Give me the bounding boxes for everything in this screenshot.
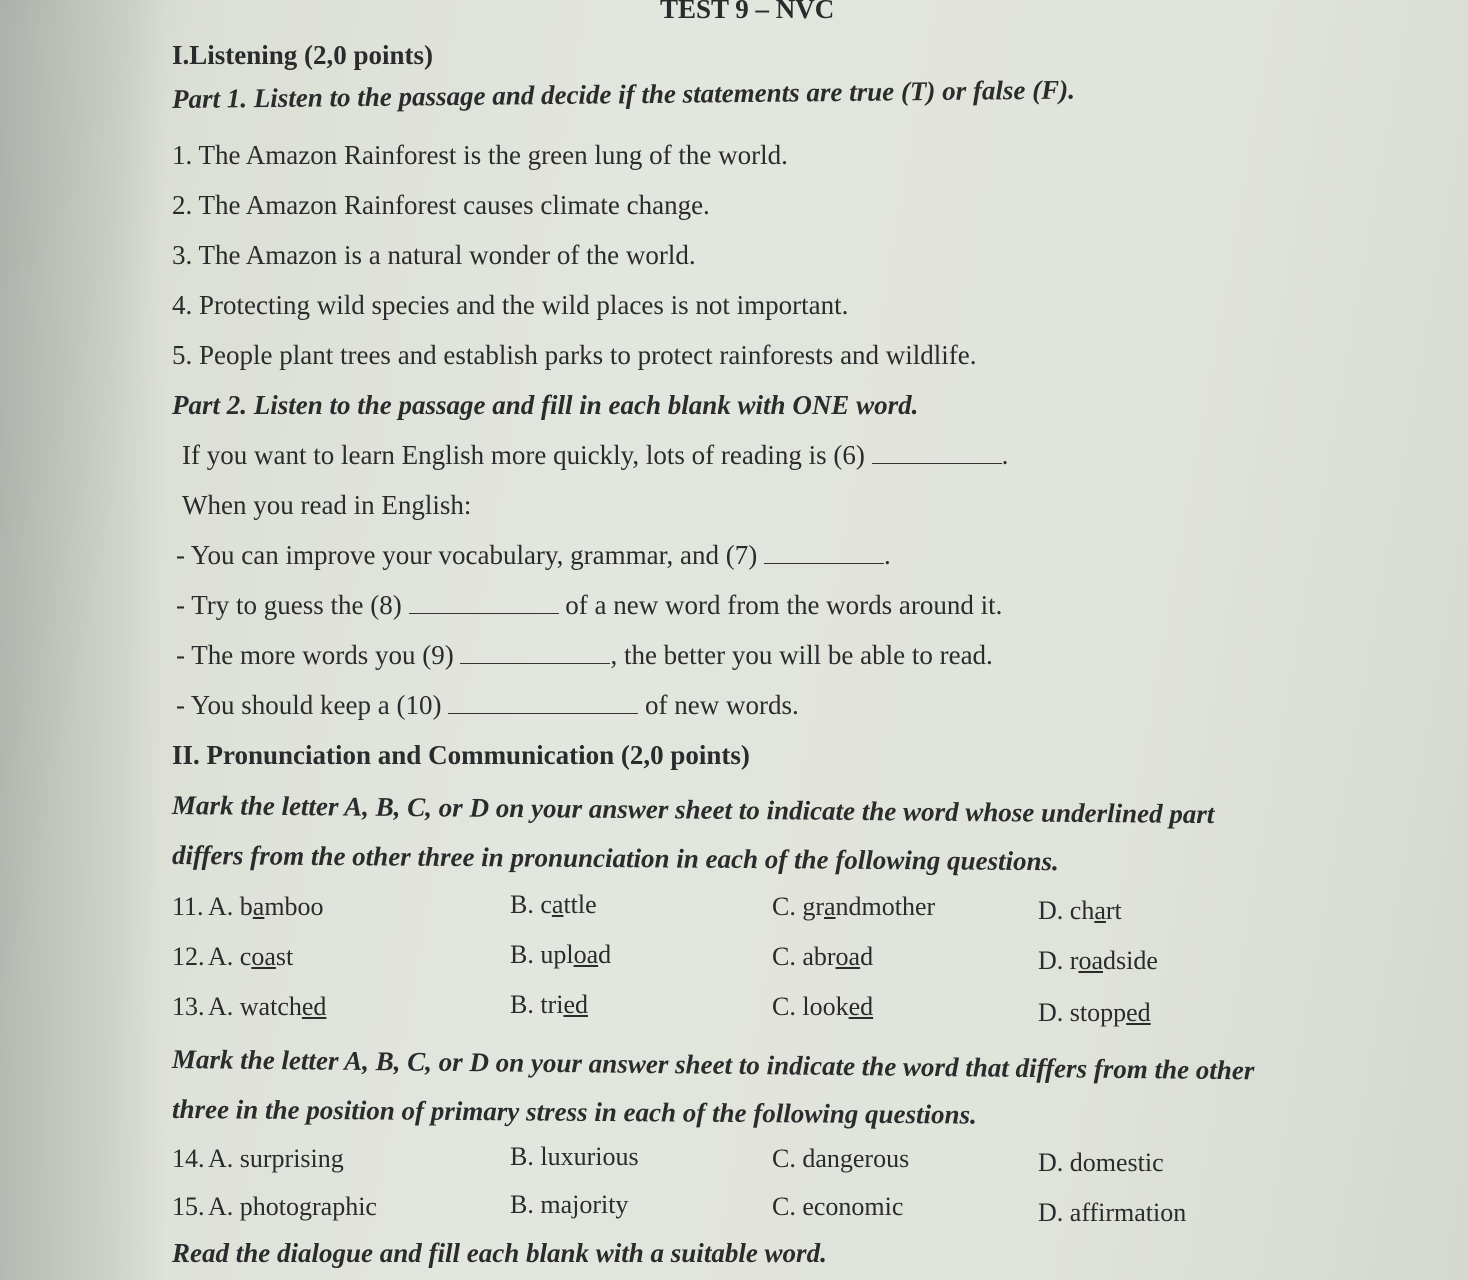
- q11-option-c[interactable]: C. grandmother: [772, 892, 936, 921]
- fill-8-end: of a new word from the words around it.: [565, 590, 1003, 620]
- blank-7[interactable]: [764, 543, 884, 564]
- fill-line-8: [176, 590, 1002, 621]
- stress-instruction-line2: three in the position of primary stress in each of the following questions.: [171, 1094, 977, 1130]
- part1-instruction: Part 1. Listen to the passage and decide if the statements are true (T) or false (F).: [171, 74, 1076, 114]
- q14-option-a[interactable]: A. surprising: [208, 1144, 344, 1173]
- pron-instruction-line1: Mark the letter A, B, C, or D on your answer sheet to indicate the word whose underlined part: [171, 790, 1215, 830]
- fill-line-6: [182, 440, 1008, 471]
- pron-instruction-line2: differs from the other three in pronunciation in each of the following questions.: [171, 840, 1059, 877]
- q13-option-d[interactable]: D. stopped: [1038, 998, 1151, 1027]
- q15-option-a[interactable]: A. photographic: [208, 1192, 377, 1221]
- q14-number: 14.: [172, 1144, 205, 1173]
- q12-option-b[interactable]: B. upload: [510, 940, 612, 969]
- blank-10[interactable]: [448, 693, 638, 714]
- fill-6-text: If you want to learn English more quickly, lots of reading is (6): [182, 440, 865, 470]
- q13-option-c[interactable]: C. looked: [772, 992, 874, 1021]
- reading-intro: When you read in English:: [182, 490, 472, 520]
- q15-number: 15.: [172, 1192, 205, 1221]
- q15-option-d[interactable]: D. affirmation: [1038, 1198, 1187, 1227]
- q12-number: 12.: [172, 942, 205, 971]
- test-title: TEST 9 – NVC: [660, 0, 835, 24]
- fill-8-text: - Try to guess the (8): [176, 590, 402, 620]
- blank-9[interactable]: [460, 643, 610, 664]
- q13-option-b[interactable]: B. tried: [510, 990, 588, 1019]
- q11-option-b[interactable]: B. cattle: [510, 890, 597, 919]
- statement-3: 3. The Amazon is a natural wonder of the world.: [172, 240, 696, 270]
- stress-instruction-line1: Mark the letter A, B, C, or D on your answer sheet to indicate the word that differs from the other: [171, 1044, 1255, 1086]
- fill-7-text: - You can improve your vocabulary, grammar, and (7): [176, 540, 758, 570]
- q11-option-d[interactable]: D. chart: [1038, 896, 1122, 925]
- fill-9-text: - The more words you (9): [176, 640, 454, 670]
- statement-2: 2. The Amazon Rainforest causes climate change.: [172, 190, 710, 220]
- statement-4: 4. Protecting wild species and the wild places is not important.: [172, 290, 849, 320]
- fill-7-end: .: [884, 540, 891, 570]
- blank-8[interactable]: [409, 593, 559, 614]
- q11-number: 11.: [172, 892, 204, 921]
- fill-10-end: of new words.: [644, 690, 799, 720]
- fill-6-end: .: [1001, 440, 1009, 470]
- q15-option-c[interactable]: C. economic: [772, 1192, 904, 1221]
- q14-option-c[interactable]: C. dangerous: [772, 1144, 910, 1173]
- q12-option-a[interactable]: A. coast: [208, 942, 294, 971]
- dialogue-instruction: Read the dialogue and fill each blank with a suitable word.: [172, 1238, 827, 1268]
- fill-line-10: [176, 690, 799, 721]
- q12-option-d[interactable]: D. roadside: [1038, 946, 1158, 975]
- listening-heading: I.Listening (2,0 points): [172, 40, 434, 70]
- fill-line-9: [176, 640, 993, 671]
- fill-10-text: - You should keep a (10): [176, 690, 442, 720]
- q12-option-c[interactable]: C. abroad: [772, 942, 874, 971]
- fill-9-end: , the better you will be able to read.: [610, 640, 993, 670]
- q14-option-d[interactable]: D. domestic: [1038, 1148, 1164, 1177]
- previous-page-shadow: [0, 0, 165, 1280]
- part2-instruction: Part 2. Listen to the passage and fill in each blank with ONE word.: [172, 390, 919, 420]
- q13-option-a[interactable]: A. watched: [208, 992, 327, 1021]
- q13-number: 13.: [172, 992, 205, 1021]
- q11-option-a[interactable]: A. bamboo: [208, 892, 324, 921]
- q15-option-b[interactable]: B. majority: [510, 1190, 629, 1219]
- fill-line-7: [176, 540, 891, 571]
- blank-6[interactable]: [872, 443, 1002, 464]
- pronunciation-heading: II. Pronunciation and Communication (2,0 points): [172, 740, 750, 770]
- statement-5: 5. People plant trees and establish parks to protect rainforests and wildlife.: [172, 340, 977, 370]
- statement-1: 1. The Amazon Rainforest is the green lung of the world.: [172, 140, 788, 170]
- q14-option-b[interactable]: B. luxurious: [510, 1142, 639, 1171]
